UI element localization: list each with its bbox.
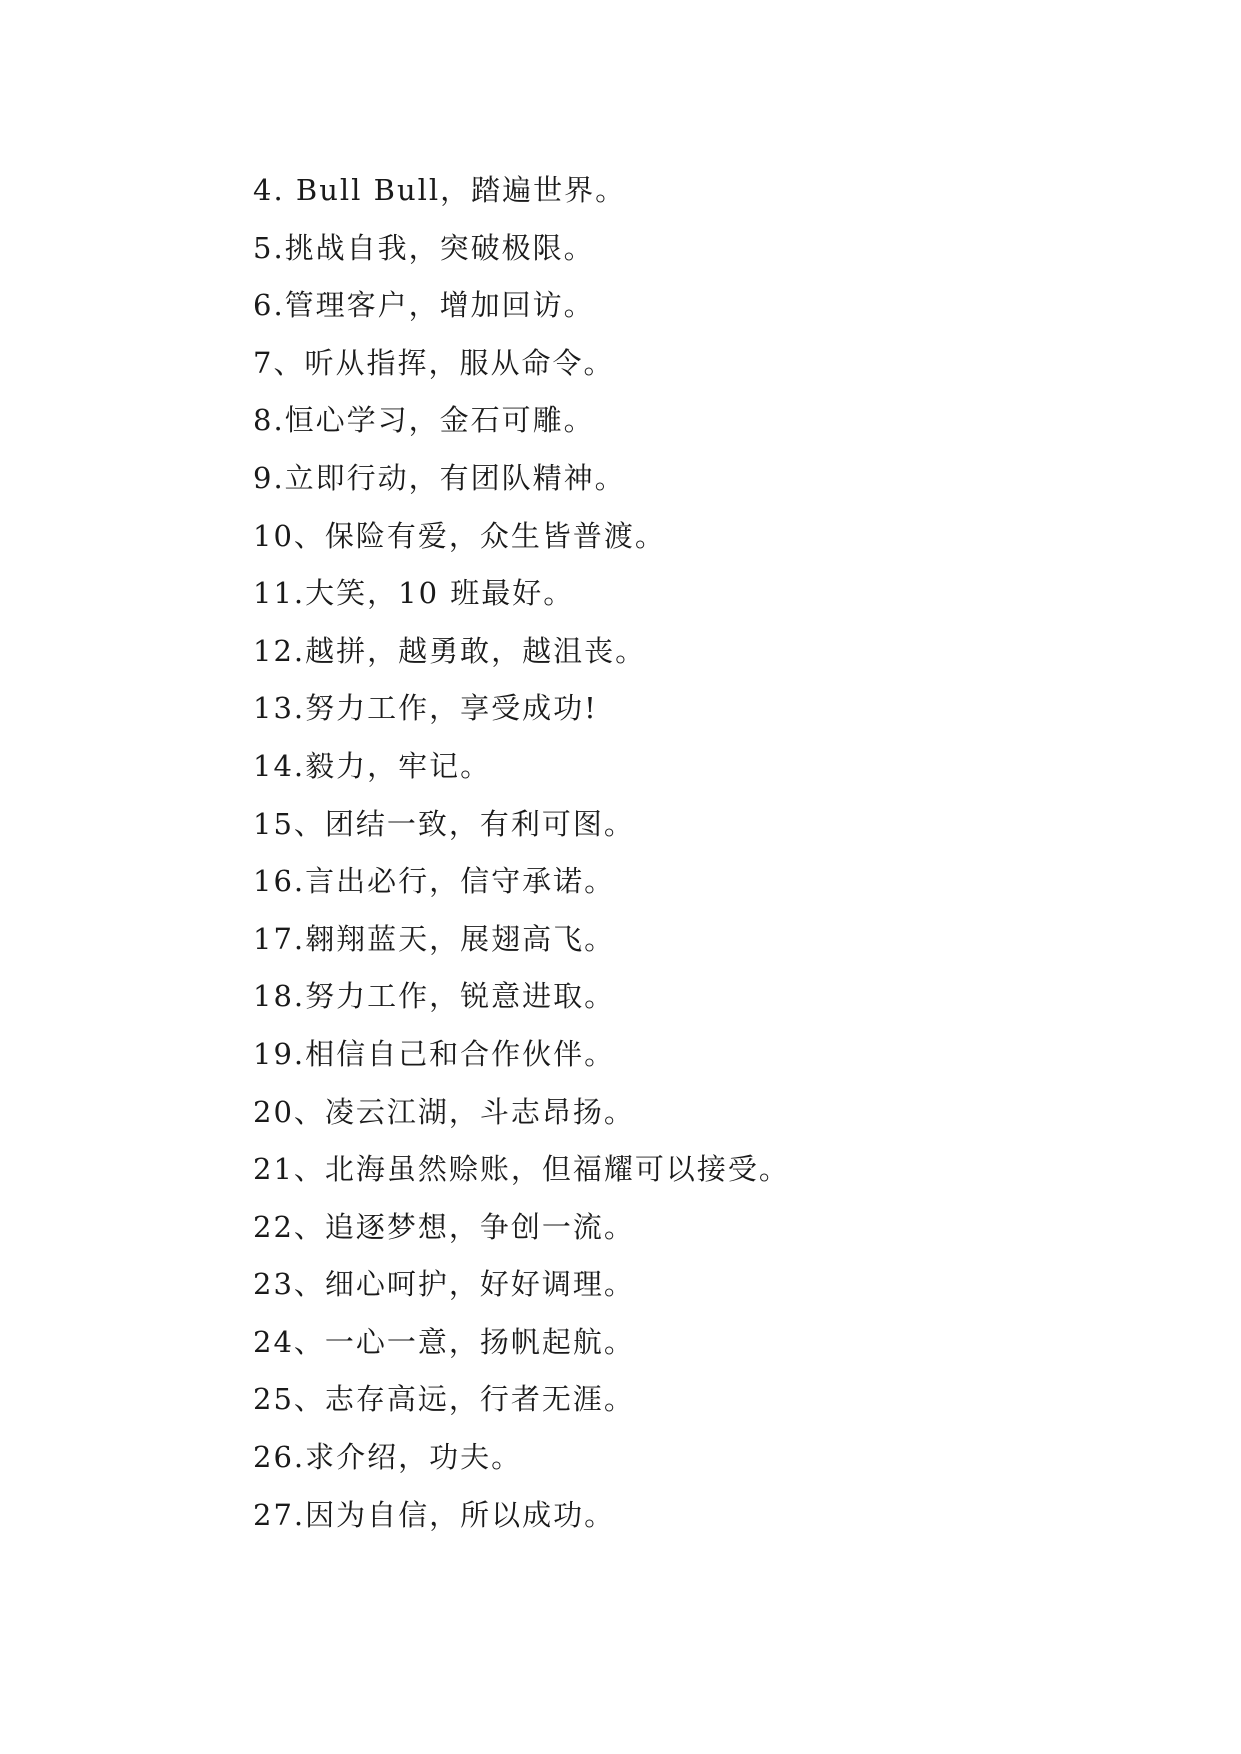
list-item: 18.努力工作，锐意进取。 <box>253 979 616 1014</box>
list-item: 21、北海虽然赊账，但福耀可以接受。 <box>253 1152 790 1187</box>
list-item: 8.恒心学习，金石可雕。 <box>253 403 595 438</box>
list-item: 25、志存高远，行者无涯。 <box>253 1382 635 1417</box>
list-item: 13.努力工作，享受成功! <box>253 691 598 726</box>
list-item: 7、听从指挥，服从命令。 <box>253 345 615 380</box>
list-item: 17.翱翔蓝天，展翅高飞。 <box>253 921 616 956</box>
list-item: 20、凌云江湖，斗志昂扬。 <box>253 1094 635 1129</box>
slogan-list <box>253 162 790 1544</box>
list-item: 23、细心呵护，好好调理。 <box>253 1267 635 1302</box>
list-item: 11.大笑，10 班最好。 <box>253 576 575 611</box>
list-item: 16.言出必行，信守承诺。 <box>253 864 616 899</box>
list-item: 12.越拼，越勇敢，越沮丧。 <box>253 633 647 668</box>
list-item: 9.立即行动，有团队精神。 <box>253 460 626 495</box>
list-item: 10、保险有爱，众生皆普渡。 <box>253 518 666 553</box>
list-item: 27.因为自信，所以成功。 <box>253 1497 616 1532</box>
list-item: 22、追逐梦想，争创一流。 <box>253 1209 635 1244</box>
list-item: 15、团结一致，有利可图。 <box>253 806 635 841</box>
list-item: 6.管理客户，增加回访。 <box>253 288 595 323</box>
list-item: 14.毅力，牢记。 <box>253 748 492 783</box>
list-item: 24、一心一意，扬帆起航。 <box>253 1324 635 1359</box>
list-item: 4. Bull Bull，踏遍世界。 <box>253 173 627 207</box>
list-item: 26.求介绍，功夫。 <box>253 1440 523 1475</box>
list-item: 19.相信自己和合作伙伴。 <box>253 1036 616 1071</box>
list-item: 5.挑战自我，突破极限。 <box>253 230 595 265</box>
